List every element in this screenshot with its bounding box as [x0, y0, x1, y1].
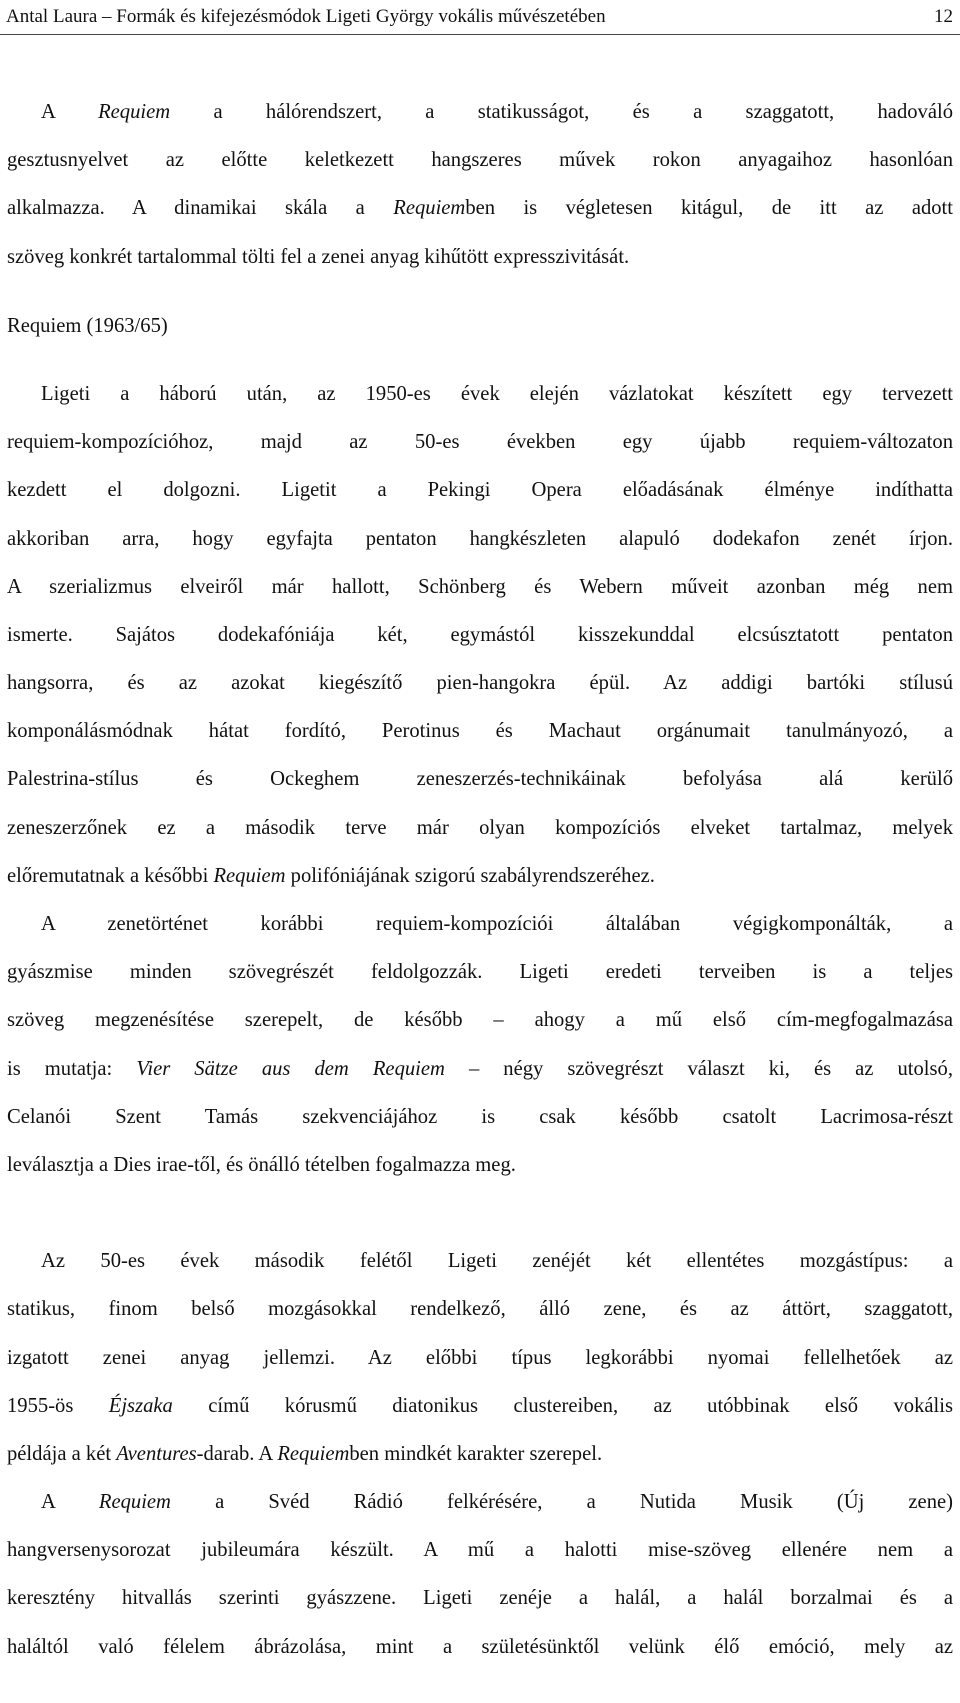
- italic-text: Requiem: [98, 101, 171, 123]
- paragraph-2: [7, 370, 953, 900]
- text-line: ismerte. Sajátos dodekafóniája két, egymástól kisszekunddal elcsúsztatott pentaton: [7, 623, 953, 646]
- text-line: Ligeti a háború után, az 1950-es évek elején vázlatokat készített egy tervezett: [41, 382, 953, 405]
- section-heading: Requiem (1963/65): [7, 314, 168, 337]
- document-body: [7, 88, 953, 1671]
- text-line: 1955-ös Éjszaka című kórusmű diatonikus clustereiben, az utóbbinak első vokális: [7, 1394, 953, 1417]
- text-line: példája a két Aventures-darab. A Requiemben mindkét karakter szerepel.: [7, 1442, 603, 1465]
- header-title: Antal Laura – Formák és kifejezésmódok Ligeti György vokális művészetében: [6, 6, 606, 27]
- text-line: izgatott zenei anyag jellemzi. Az előbbi típus legkorábbi nyomai fellelhetőek az: [7, 1346, 953, 1369]
- text-line: kezdett el dolgozni. Ligetit a Pekingi Opera előadásának élménye indíthatta: [7, 479, 953, 502]
- text-line: Celanói Szent Tamás szekvenciájához is csak később csatolt Lacrimosa-részt: [7, 1105, 953, 1128]
- text-line: A Requiem a Svéd Rádió felkérésére, a Nutida Musik (Új zene): [41, 1491, 953, 1514]
- text-line: szöveg konkrét tartalommal tölti fel a zenei anyag kihűtött expresszivitását.: [7, 245, 630, 268]
- text-line: leválasztja a Dies irae-től, és önálló tételben fogalmazza meg.: [7, 1153, 516, 1176]
- italic-text: Éjszaka: [108, 1394, 173, 1417]
- text-line: keresztény hitvallás szerinti gyászzene. Ligeti zenéje a halál, a halál borzalmai és a: [7, 1587, 953, 1610]
- italic-text: Requiem: [277, 1442, 350, 1465]
- italic-text: Requiem: [393, 197, 466, 220]
- italic-text: Requiem: [213, 864, 286, 887]
- text-line: alkalmazza. A dinamikai skála a Requiemben is végletesen kitágul, de itt az adott: [7, 197, 954, 220]
- text-line: zeneszerzőnek ez a második terve már olyan kompozíciós elveket tartalmaz, melyek: [7, 816, 953, 839]
- text-line: szöveg megzenésítése szerepelt, de később – ahogy a mű első cím-megfogalmazása: [7, 1009, 953, 1032]
- text-line: statikus, finom belső mozgásokkal rendelkező, álló zene, és az áttört, szaggatott,: [7, 1298, 953, 1321]
- paragraph-5: [7, 1478, 953, 1671]
- text-line: gyászmise minden szövegrészét feldolgozzák. Ligeti eredeti terveiben is a teljes: [7, 961, 953, 984]
- text-line: is mutatja: Vier Sätze aus dem Requiem – négy szövegrészt választ ki, és az utolsó,: [7, 1057, 953, 1080]
- text-line: A Requiem a hálórendszert, a statikusságot, és a szaggatott, hadováló: [41, 101, 953, 123]
- text-line: hangsorra, és az azokat kiegészítő pien-hangokra épül. Az addigi bartóki stílusú: [7, 672, 953, 695]
- running-header: [0, 0, 960, 35]
- text-line: haláltól való félelem ábrázolása, mint a születésünktől velünk élő emóció, mely az: [7, 1635, 953, 1658]
- text-line: requiem-kompozícióhoz, majd az 50-es években egy újabb requiem-változaton: [7, 431, 953, 454]
- italic-text: Requiem: [98, 1491, 171, 1514]
- italic-text: Aventures: [116, 1442, 197, 1465]
- page-number: 12: [934, 6, 953, 27]
- text-line: előremutatnak a későbbi Requiem polifóniájának szigorú szabályrendszeréhez.: [7, 864, 655, 887]
- text-line: A szerializmus elveiről már hallott, Schönberg és Webern műveit azonban még nem: [7, 575, 953, 598]
- paragraph-3: [7, 900, 953, 1189]
- text-line: hangversenysorozat jubileumára készült. A mű a halotti mise-szöveg ellenére nem a: [7, 1539, 953, 1562]
- paragraph-4: [7, 1237, 953, 1478]
- text-line: akkoriban arra, hogy egyfajta pentaton hangkészleten alapuló dodekafon zenét írjon.: [7, 527, 953, 550]
- text-line: A zenetörténet korábbi requiem-kompozíciói általában végigkomponálták, a: [41, 913, 953, 935]
- text-line: gesztusnyelvet az előtte keletkezett hangszeres művek rokon anyagaihoz hasonlóan: [7, 149, 953, 172]
- text-line: Az 50-es évek második felétől Ligeti zenéjét két ellentétes mozgástípus: a: [41, 1250, 953, 1273]
- paragraph-1: [7, 88, 953, 281]
- text-line: Palestrina-stílus és Ockeghem zeneszerzés-technikáinak befolyása alá kerülő: [7, 768, 953, 791]
- italic-text: Vier Sätze aus dem Requiem: [136, 1057, 445, 1080]
- text-line: komponálásmódnak hátat fordító, Perotinus és Machaut orgánumait tanulmányozó, a: [7, 720, 953, 743]
